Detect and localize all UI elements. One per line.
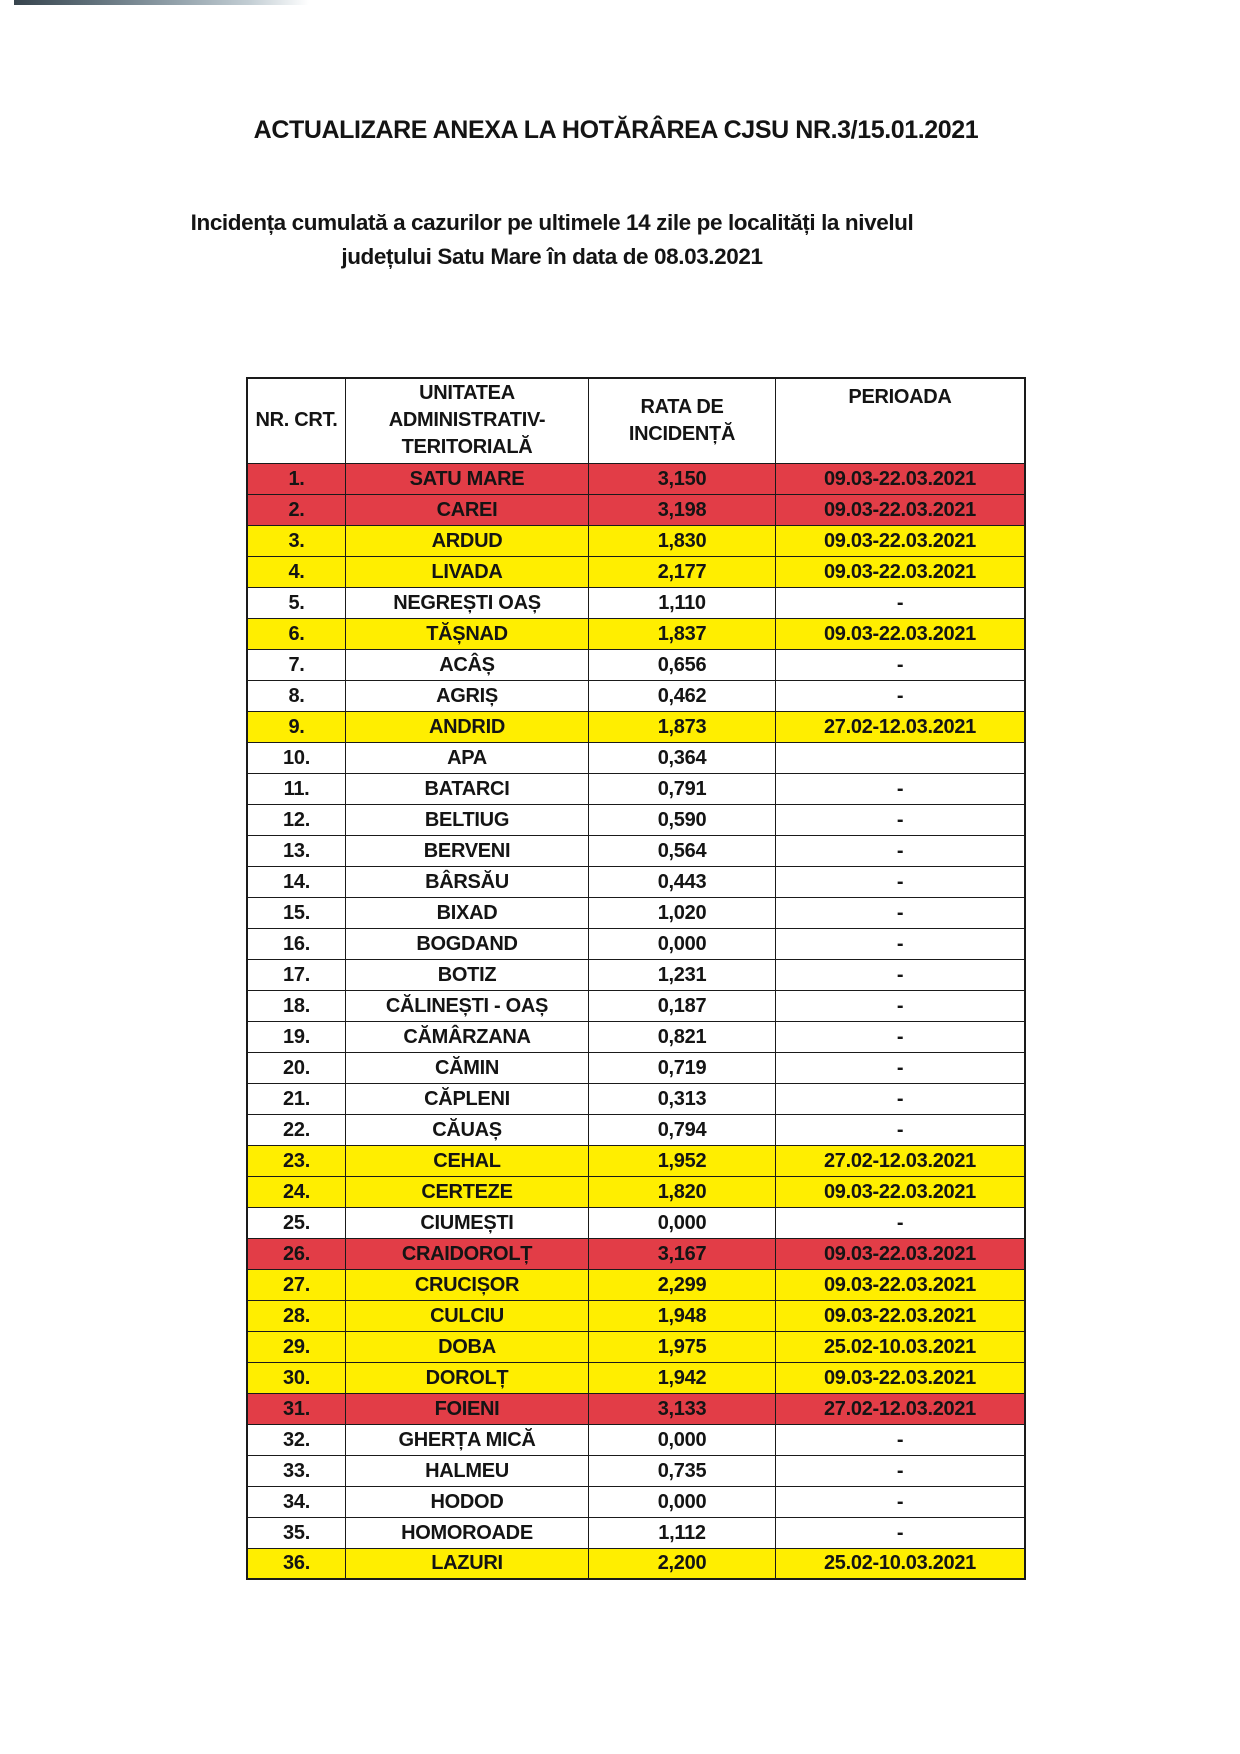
cell-period: 09.03-22.03.2021 <box>776 1176 1026 1207</box>
table-row <box>247 1176 1025 1207</box>
cell-period: 09.03-22.03.2021 <box>776 1362 1026 1393</box>
cell-period: 09.03-22.03.2021 <box>776 556 1026 587</box>
cell-nr-crt: 13. <box>247 835 346 866</box>
cell-nr-crt: 31. <box>247 1393 346 1424</box>
cell-period: - <box>776 1052 1026 1083</box>
cell-administrative-unit: GHERȚA MICĂ <box>346 1424 589 1455</box>
cell-nr-crt: 35. <box>247 1517 346 1548</box>
cell-incidence-rate: 1,948 <box>589 1300 776 1331</box>
header-row <box>247 378 1025 463</box>
cell-nr-crt: 18. <box>247 990 346 1021</box>
cell-nr-crt: 33. <box>247 1455 346 1486</box>
cell-administrative-unit: APA <box>346 742 589 773</box>
table-row <box>247 1145 1025 1176</box>
document-subtitle <box>0 206 1104 274</box>
cell-administrative-unit: CĂMÂRZANA <box>346 1021 589 1052</box>
cell-administrative-unit: HODOD <box>346 1486 589 1517</box>
table-row <box>247 680 1025 711</box>
table-row <box>247 618 1025 649</box>
cell-nr-crt: 4. <box>247 556 346 587</box>
cell-nr-crt: 28. <box>247 1300 346 1331</box>
header-period: PERIOADA <box>776 378 1026 463</box>
cell-nr-crt: 19. <box>247 1021 346 1052</box>
table-row <box>247 897 1025 928</box>
cell-period: 27.02-12.03.2021 <box>776 711 1026 742</box>
cell-nr-crt: 8. <box>247 680 346 711</box>
cell-period: - <box>776 1083 1026 1114</box>
table-row <box>247 1238 1025 1269</box>
cell-incidence-rate: 0,735 <box>589 1455 776 1486</box>
cell-incidence-rate: 1,112 <box>589 1517 776 1548</box>
cell-incidence-rate: 1,873 <box>589 711 776 742</box>
cell-nr-crt: 26. <box>247 1238 346 1269</box>
cell-period: 09.03-22.03.2021 <box>776 1300 1026 1331</box>
cell-incidence-rate: 0,187 <box>589 990 776 1021</box>
cell-incidence-rate: 0,821 <box>589 1021 776 1052</box>
cell-administrative-unit: HOMOROADE <box>346 1517 589 1548</box>
cell-period: - <box>776 1517 1026 1548</box>
cell-incidence-rate: 0,791 <box>589 773 776 804</box>
cell-nr-crt: 6. <box>247 618 346 649</box>
cell-period: 09.03-22.03.2021 <box>776 1269 1026 1300</box>
cell-administrative-unit: CAREI <box>346 494 589 525</box>
table-row <box>247 1486 1025 1517</box>
cell-administrative-unit: CĂLINEȘTI - OAȘ <box>346 990 589 1021</box>
table-row <box>247 990 1025 1021</box>
cell-nr-crt: 1. <box>247 463 346 494</box>
cell-incidence-rate: 0,794 <box>589 1114 776 1145</box>
cell-administrative-unit: BERVENI <box>346 835 589 866</box>
cell-period <box>776 742 1026 773</box>
cell-period: 25.02-10.03.2021 <box>776 1331 1026 1362</box>
table-row <box>247 525 1025 556</box>
cell-administrative-unit: LAZURI <box>346 1548 589 1579</box>
cell-administrative-unit: BOGDAND <box>346 928 589 959</box>
table-row <box>247 959 1025 990</box>
cell-incidence-rate: 0,000 <box>589 1486 776 1517</box>
table-row <box>247 711 1025 742</box>
cell-administrative-unit: HALMEU <box>346 1455 589 1486</box>
table-row <box>247 866 1025 897</box>
cell-period: - <box>776 1424 1026 1455</box>
cell-administrative-unit: DOBA <box>346 1331 589 1362</box>
cell-nr-crt: 21. <box>247 1083 346 1114</box>
cell-incidence-rate: 0,590 <box>589 804 776 835</box>
cell-administrative-unit: CULCIU <box>346 1300 589 1331</box>
cell-administrative-unit: CĂUAȘ <box>346 1114 589 1145</box>
cell-incidence-rate: 0,313 <box>589 1083 776 1114</box>
cell-period: - <box>776 1486 1026 1517</box>
table-row <box>247 1424 1025 1455</box>
cell-incidence-rate: 0,462 <box>589 680 776 711</box>
cell-nr-crt: 23. <box>247 1145 346 1176</box>
cell-period: 27.02-12.03.2021 <box>776 1145 1026 1176</box>
cell-period: - <box>776 897 1026 928</box>
table-row <box>247 1393 1025 1424</box>
table-row <box>247 556 1025 587</box>
cell-incidence-rate: 2,299 <box>589 1269 776 1300</box>
cell-incidence-rate: 1,231 <box>589 959 776 990</box>
cell-nr-crt: 5. <box>247 587 346 618</box>
table-row <box>247 649 1025 680</box>
header-incidence-rate: RATA DE INCIDENȚĂ <box>589 378 776 463</box>
cell-nr-crt: 10. <box>247 742 346 773</box>
cell-period: 09.03-22.03.2021 <box>776 618 1026 649</box>
incidence-table <box>246 377 1026 1580</box>
cell-nr-crt: 15. <box>247 897 346 928</box>
subtitle-line-1: Incidența cumulată a cazurilor pe ultimele 14 zile pe localități la nivelul <box>190 210 914 235</box>
cell-nr-crt: 30. <box>247 1362 346 1393</box>
table-row <box>247 1083 1025 1114</box>
cell-administrative-unit: ARDUD <box>346 525 589 556</box>
cell-administrative-unit: ANDRID <box>346 711 589 742</box>
cell-nr-crt: 17. <box>247 959 346 990</box>
cell-incidence-rate: 1,830 <box>589 525 776 556</box>
cell-period: 25.02-10.03.2021 <box>776 1548 1026 1579</box>
table-row <box>247 1052 1025 1083</box>
header-administrative-unit: UNITATEA ADMINISTRATIV-TERITORIALĂ <box>346 378 589 463</box>
cell-nr-crt: 2. <box>247 494 346 525</box>
cell-incidence-rate: 0,000 <box>589 1424 776 1455</box>
cell-incidence-rate: 0,719 <box>589 1052 776 1083</box>
cell-nr-crt: 3. <box>247 525 346 556</box>
cell-incidence-rate: 1,837 <box>589 618 776 649</box>
cell-incidence-rate: 3,150 <box>589 463 776 494</box>
cell-period: 27.02-12.03.2021 <box>776 1393 1026 1424</box>
cell-administrative-unit: CĂPLENI <box>346 1083 589 1114</box>
cell-administrative-unit: CEHAL <box>346 1145 589 1176</box>
cell-administrative-unit: BIXAD <box>346 897 589 928</box>
cell-administrative-unit: SATU MARE <box>346 463 589 494</box>
table-row <box>247 1455 1025 1486</box>
cell-incidence-rate: 0,443 <box>589 866 776 897</box>
cell-incidence-rate: 1,952 <box>589 1145 776 1176</box>
table-row <box>247 1548 1025 1579</box>
cell-incidence-rate: 3,198 <box>589 494 776 525</box>
table-row <box>247 742 1025 773</box>
cell-period: - <box>776 1114 1026 1145</box>
cell-nr-crt: 25. <box>247 1207 346 1238</box>
cell-period: - <box>776 804 1026 835</box>
cell-nr-crt: 27. <box>247 1269 346 1300</box>
cell-administrative-unit: FOIENI <box>346 1393 589 1424</box>
cell-period: 09.03-22.03.2021 <box>776 1238 1026 1269</box>
cell-incidence-rate: 0,656 <box>589 649 776 680</box>
cell-administrative-unit: CRUCIȘOR <box>346 1269 589 1300</box>
cell-period: - <box>776 1021 1026 1052</box>
cell-incidence-rate: 0,364 <box>589 742 776 773</box>
cell-administrative-unit: CERTEZE <box>346 1176 589 1207</box>
cell-nr-crt: 14. <box>247 866 346 897</box>
table-row <box>247 1114 1025 1145</box>
incidence-table-body <box>247 463 1025 1579</box>
cell-period: - <box>776 773 1026 804</box>
table-row <box>247 1021 1025 1052</box>
cell-administrative-unit: CĂMIN <box>346 1052 589 1083</box>
cell-period: 09.03-22.03.2021 <box>776 494 1026 525</box>
cell-incidence-rate: 1,942 <box>589 1362 776 1393</box>
table-row <box>247 1362 1025 1393</box>
document-title: ACTUALIZARE ANEXA LA HOTĂRÂREA CJSU NR.3/15.01.2021 <box>253 116 979 144</box>
cell-administrative-unit: BÂRSĂU <box>346 866 589 897</box>
cell-nr-crt: 22. <box>247 1114 346 1145</box>
cell-administrative-unit: AGRIȘ <box>346 680 589 711</box>
table-row <box>247 835 1025 866</box>
table-row <box>247 773 1025 804</box>
cell-incidence-rate: 1,020 <box>589 897 776 928</box>
cell-incidence-rate: 1,110 <box>589 587 776 618</box>
cell-administrative-unit: CRAIDOROLȚ <box>346 1238 589 1269</box>
cell-period: - <box>776 835 1026 866</box>
cell-administrative-unit: TĂȘNAD <box>346 618 589 649</box>
cell-nr-crt: 11. <box>247 773 346 804</box>
cell-administrative-unit: BATARCI <box>346 773 589 804</box>
cell-administrative-unit: BELTIUG <box>346 804 589 835</box>
table-row <box>247 1331 1025 1362</box>
cell-incidence-rate: 2,177 <box>589 556 776 587</box>
cell-incidence-rate: 0,000 <box>589 928 776 959</box>
cell-period: - <box>776 1455 1026 1486</box>
cell-nr-crt: 34. <box>247 1486 346 1517</box>
cell-nr-crt: 20. <box>247 1052 346 1083</box>
header-nr-crt: NR. CRT. <box>247 378 346 463</box>
cell-nr-crt: 9. <box>247 711 346 742</box>
cell-period: - <box>776 649 1026 680</box>
cell-period: - <box>776 1207 1026 1238</box>
table-row <box>247 1269 1025 1300</box>
table-row <box>247 463 1025 494</box>
cell-nr-crt: 12. <box>247 804 346 835</box>
cell-period: 09.03-22.03.2021 <box>776 525 1026 556</box>
cell-incidence-rate: 2,200 <box>589 1548 776 1579</box>
cell-incidence-rate: 3,167 <box>589 1238 776 1269</box>
cell-incidence-rate: 0,564 <box>589 835 776 866</box>
cell-administrative-unit: BOTIZ <box>346 959 589 990</box>
cell-nr-crt: 32. <box>247 1424 346 1455</box>
cell-incidence-rate: 3,133 <box>589 1393 776 1424</box>
cell-incidence-rate: 0,000 <box>589 1207 776 1238</box>
cell-period: - <box>776 680 1026 711</box>
cell-administrative-unit: ACÂȘ <box>346 649 589 680</box>
cell-period: - <box>776 990 1026 1021</box>
cell-nr-crt: 36. <box>247 1548 346 1579</box>
cell-administrative-unit: CIUMEȘTI <box>346 1207 589 1238</box>
cell-period: - <box>776 866 1026 897</box>
table-row <box>247 587 1025 618</box>
cell-nr-crt: 7. <box>247 649 346 680</box>
cell-period: - <box>776 959 1026 990</box>
table-row <box>247 1207 1025 1238</box>
cell-administrative-unit: NEGREȘTI OAȘ <box>346 587 589 618</box>
cell-incidence-rate: 1,975 <box>589 1331 776 1362</box>
subtitle-line-2: județului Satu Mare în data de 08.03.2021 <box>341 244 763 269</box>
cell-period: - <box>776 928 1026 959</box>
table-row <box>247 1300 1025 1331</box>
table-row <box>247 1517 1025 1548</box>
cell-administrative-unit: LIVADA <box>346 556 589 587</box>
cell-period: - <box>776 587 1026 618</box>
cell-period: 09.03-22.03.2021 <box>776 463 1026 494</box>
cell-nr-crt: 24. <box>247 1176 346 1207</box>
table-row <box>247 928 1025 959</box>
table-row <box>247 494 1025 525</box>
cell-incidence-rate: 1,820 <box>589 1176 776 1207</box>
scan-artifact <box>14 0 309 5</box>
cell-administrative-unit: DOROLȚ <box>346 1362 589 1393</box>
table-row <box>247 804 1025 835</box>
cell-nr-crt: 29. <box>247 1331 346 1362</box>
cell-nr-crt: 16. <box>247 928 346 959</box>
